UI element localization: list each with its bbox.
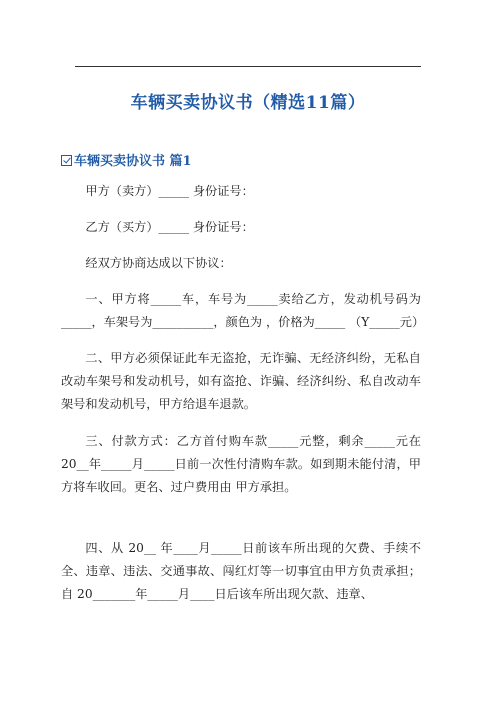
clause-four: 四、从 20__ 年____月_____日前该车所出现的欠费、手续不全、违章、违法、交通事故、闯红灯等一切事宜由甲方负责承担；自 20_______年_____月____日后该车所出现欠款、违章、 <box>61 541 421 601</box>
party-b-line: 乙方（买方）_____ 身份证号： <box>85 220 254 234</box>
checkbox-icon <box>61 155 72 166</box>
agreement-intro: 经双方协商达成以下协议： <box>85 256 232 270</box>
section-heading-text: 车辆买卖协议书 篇1 <box>74 154 192 169</box>
clause-two: 二、甲方必须保证此车无盗抢，无诈骗、无经济纠纷，无私自改动车架号和发动机号，如有盗抢、诈骗、经济纠纷、私自改动车架号和发动机号，甲方给退车退款。 <box>61 351 421 411</box>
section-heading <box>61 150 192 169</box>
clause-three: 三、付款方式：乙方首付购车款_____元整，剩余_____元在20__年_____月_____日前一次性付清购车款。如到期未能付清，甲方将车收回。更名、过户费用由 甲方承担。 <box>61 434 421 494</box>
clause-one: 一、甲方将_____车，车号为_____卖给乙方，发动机号码为_____，车架号为__________，颜色为 ，价格为_____ （Y_____元） <box>61 292 425 329</box>
document-title: 车辆买卖协议书（精选11篇） <box>130 93 366 113</box>
header-rule <box>75 66 421 67</box>
party-a-line: 甲方（卖方）_____ 身份证号： <box>85 184 254 198</box>
